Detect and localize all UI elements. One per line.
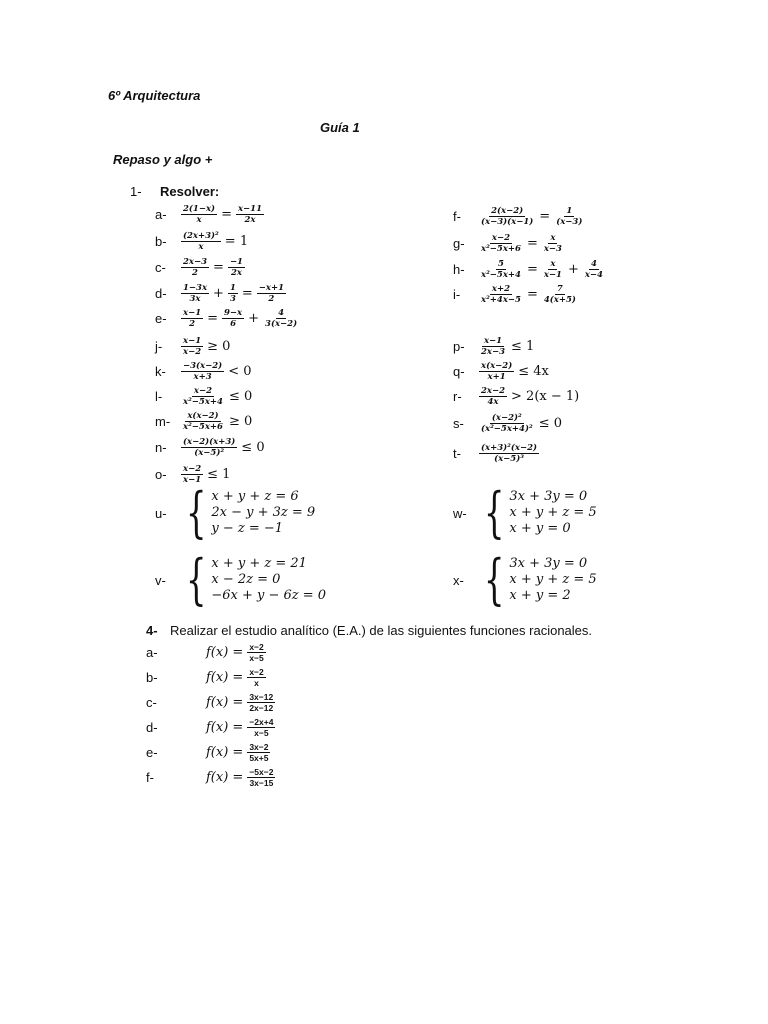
fraction	[181, 231, 221, 252]
operator: ≥ 0	[207, 338, 231, 354]
equation	[477, 259, 607, 280]
system-equation: x + y + z = 5	[509, 505, 597, 520]
equation-row	[155, 201, 266, 227]
operator: =	[241, 285, 253, 301]
fraction	[479, 336, 507, 357]
fraction	[542, 259, 564, 280]
equation-row	[453, 281, 580, 307]
numerator: x	[550, 232, 556, 243]
item-label: s-	[453, 415, 464, 431]
item-label: q-	[453, 363, 465, 379]
item-label: l-	[155, 388, 163, 404]
numerator: −2x+4	[249, 717, 274, 727]
equation	[179, 283, 288, 304]
numerator: (x−2)²	[491, 412, 522, 423]
denominator: x²+4x−5	[481, 294, 521, 305]
item-label: m-	[155, 413, 171, 429]
fraction	[479, 386, 507, 407]
equation-row	[453, 256, 607, 282]
denominator: x−2	[183, 346, 202, 357]
function-name: f(x) =	[206, 645, 244, 660]
item-label: n-	[155, 439, 167, 455]
denominator: 6	[230, 318, 237, 329]
fraction	[479, 233, 523, 254]
course-title: 6º Arquitectura	[108, 88, 201, 103]
operator: =	[526, 235, 538, 251]
denominator: 3	[229, 293, 236, 304]
equation	[477, 233, 566, 254]
denominator: 3(x−2)	[265, 318, 298, 329]
numerator: 4	[278, 307, 285, 318]
item-label: k-	[155, 363, 166, 379]
item-label: d-	[146, 720, 158, 735]
equation-row	[453, 358, 551, 384]
item-label: a-	[146, 645, 158, 660]
item-label: b-	[146, 670, 158, 685]
equation	[477, 361, 551, 382]
subtitle: Repaso y algo +	[113, 152, 213, 167]
fraction	[181, 361, 224, 382]
item-label: r-	[453, 388, 462, 404]
fraction	[257, 283, 286, 304]
item-label: c-	[155, 259, 166, 275]
operator: =	[526, 261, 538, 277]
item-label: h-	[453, 261, 465, 277]
operator: ≤ 1	[511, 338, 535, 354]
operator: > 2(x − 1)	[511, 388, 580, 404]
equation-system	[155, 481, 316, 544]
numerator: 3x−12	[249, 692, 274, 702]
fraction	[228, 283, 238, 304]
function-row	[146, 690, 277, 715]
numerator: −1	[229, 256, 243, 267]
denominator: 4(x+5)	[543, 294, 576, 305]
operator: ≤ 0	[241, 439, 265, 455]
item-label: u-	[155, 505, 167, 521]
section4-text: Realizar el estudio analítico (E.A.) de las siguientes funciones racionales.	[170, 623, 593, 638]
fraction	[236, 204, 264, 225]
item-label: x-	[453, 572, 464, 588]
function-row	[146, 640, 268, 665]
numerator: 1−3x	[183, 282, 208, 293]
fraction	[263, 308, 299, 329]
numerator: 3x−2	[249, 742, 269, 752]
denominator: 2	[189, 318, 196, 329]
system-equation: 3x + 3y = 0	[509, 489, 588, 504]
operator: ≤ 1	[207, 466, 231, 482]
item-label: g-	[453, 235, 465, 251]
fraction	[542, 233, 564, 254]
numerator: 4	[590, 258, 597, 269]
operator: =	[526, 286, 538, 302]
denominator: x²−5x+4	[183, 396, 223, 407]
numerator: x−11	[237, 203, 262, 214]
equation	[179, 437, 267, 458]
denominator: 2x	[244, 214, 256, 225]
denominator: 5x+5	[249, 753, 269, 763]
fraction	[181, 204, 217, 225]
numerator: x−2	[249, 642, 264, 652]
equation-system	[453, 481, 597, 544]
equation	[179, 336, 232, 357]
system-equation: x + y + z = 6	[211, 489, 299, 504]
fraction	[181, 283, 209, 304]
operator: =	[221, 206, 232, 222]
denominator: x²−5x+6	[481, 243, 521, 254]
equation-row	[453, 440, 541, 466]
numerator: 1	[566, 205, 573, 216]
equation	[179, 308, 301, 329]
numerator: x+2	[491, 283, 511, 294]
item-label: a-	[155, 206, 167, 222]
equation-row	[453, 333, 536, 359]
equation-row	[155, 434, 267, 460]
system-equation: 2x − y + 3z = 9	[211, 505, 316, 520]
numerator: x−1	[483, 335, 503, 346]
numerator: (x−2)(x+3)	[183, 436, 236, 447]
equation-row	[155, 254, 247, 280]
denominator: 2x−12	[249, 703, 274, 713]
numerator: 1	[229, 282, 236, 293]
item-label: p-	[453, 338, 465, 354]
equation-system	[155, 548, 327, 611]
system-equation: x + y = 2	[509, 588, 571, 603]
operator: ≥ 0	[228, 413, 253, 429]
equation-row	[155, 333, 232, 359]
system-equation: 3x + 3y = 0	[509, 556, 588, 571]
operator: = 1	[224, 233, 249, 249]
item-label: c-	[146, 695, 157, 710]
function-name: f(x) =	[206, 670, 244, 685]
system-equation: x − 2z = 0	[211, 572, 281, 587]
item-label: t-	[453, 445, 461, 461]
numerator: −x+1	[258, 282, 284, 293]
fraction	[181, 308, 203, 329]
left-brace: {	[483, 548, 505, 611]
system-lines	[509, 489, 596, 537]
equation	[179, 361, 253, 382]
fraction	[222, 308, 244, 329]
left-brace: {	[185, 481, 207, 544]
equation-row	[453, 230, 566, 256]
operator: =	[207, 310, 219, 326]
equation	[477, 413, 564, 434]
denominator: x	[198, 241, 204, 252]
equation	[179, 386, 254, 407]
fraction	[247, 667, 265, 688]
numerator: x−2	[193, 385, 213, 396]
numerator: x−1	[183, 335, 202, 346]
fraction	[247, 692, 275, 713]
equation	[477, 336, 536, 357]
equation	[477, 443, 541, 464]
equation-row	[155, 305, 301, 331]
fraction	[247, 717, 275, 738]
fraction	[247, 742, 270, 763]
denominator: x²−5x+4	[481, 269, 521, 280]
denominator: 2	[268, 293, 275, 304]
system-lines	[509, 556, 596, 604]
equation-row	[453, 383, 581, 409]
fraction	[181, 336, 203, 357]
fraction	[181, 411, 225, 432]
system-equation: −6x + y − 6z = 0	[211, 588, 327, 603]
item-label: e-	[155, 310, 167, 326]
numerator: 2(1−x)	[183, 203, 216, 214]
operator: +	[567, 261, 579, 277]
numerator: (2x+3)²	[183, 230, 219, 241]
numerator: 7	[556, 283, 563, 294]
denominator: (x−5)³	[494, 453, 524, 464]
function-row	[146, 715, 277, 740]
item-label: f-	[146, 770, 154, 785]
denominator: x−3	[543, 243, 562, 254]
item-label: v-	[155, 572, 166, 588]
denominator: x−1	[183, 474, 202, 485]
fraction	[583, 259, 605, 280]
equation-row	[155, 408, 254, 434]
item-label: f-	[453, 208, 461, 224]
numerator: 2x−2	[481, 385, 506, 396]
function-row	[146, 665, 268, 690]
fraction	[479, 259, 523, 280]
system-lines	[211, 556, 326, 604]
system-equation: x + y = 0	[509, 521, 571, 536]
numerator: x(x−2)	[187, 410, 219, 421]
operator: ≤ 0	[538, 415, 562, 431]
system-equation: x + y + z = 5	[509, 572, 597, 587]
left-brace: {	[483, 481, 505, 544]
equation-row	[453, 203, 586, 229]
denominator: 3x−15	[249, 778, 274, 788]
system-equation: y − z = −1	[211, 521, 284, 536]
equation-row	[155, 383, 254, 409]
fraction	[247, 767, 275, 788]
denominator: x²−5x+6	[183, 421, 223, 432]
numerator: −3(x−2)	[183, 360, 223, 371]
fraction	[228, 257, 245, 278]
numerator: 9−x	[224, 307, 243, 318]
equation-row	[453, 410, 564, 436]
function-row	[146, 740, 272, 765]
fraction	[554, 206, 584, 227]
numerator: x(x−2)	[481, 360, 513, 371]
denominator: x−1	[543, 269, 562, 280]
function-row	[146, 765, 277, 790]
operator: +	[248, 310, 260, 326]
section1-number: 1-	[130, 184, 142, 199]
fraction	[181, 437, 237, 458]
operator: < 0	[228, 363, 252, 379]
equation-row	[155, 228, 250, 254]
equation	[179, 411, 254, 432]
denominator: 2x−3	[481, 346, 506, 357]
item-label: i-	[453, 286, 461, 302]
denominator: (x−5)²	[194, 447, 225, 458]
equation	[179, 204, 266, 225]
denominator: x	[196, 214, 202, 225]
denominator: x+1	[487, 371, 506, 382]
fraction	[479, 443, 539, 464]
equation	[179, 231, 250, 252]
guide-title: Guía 1	[320, 120, 360, 135]
equation	[477, 206, 586, 227]
system-lines	[211, 489, 315, 537]
equation-system	[453, 548, 597, 611]
equation	[477, 284, 580, 305]
function-name: f(x) =	[206, 720, 244, 735]
denominator: 2	[192, 267, 198, 278]
operator: ≤ 4x	[518, 363, 549, 379]
numerator: x−2	[491, 232, 511, 243]
numerator: 5	[498, 258, 504, 269]
operator: =	[539, 208, 551, 224]
item-label: e-	[146, 745, 158, 760]
item-label: j-	[155, 338, 163, 354]
equation-row	[155, 280, 288, 306]
fraction	[479, 206, 535, 227]
numerator: 2(x−2)	[491, 205, 524, 216]
numerator: x−2	[183, 463, 202, 474]
denominator: (x²−5x+4)²	[481, 423, 533, 434]
denominator: 3x	[189, 293, 201, 304]
equation	[477, 386, 581, 407]
denominator: x+3	[193, 371, 212, 382]
numerator: x−1	[183, 307, 202, 318]
denominator: x	[254, 678, 259, 688]
denominator: x−5	[249, 653, 264, 663]
fraction	[479, 361, 514, 382]
item-label: d-	[155, 285, 167, 301]
denominator: (x−3)(x−1)	[481, 216, 534, 227]
denominator: x−4	[584, 269, 603, 280]
numerator: x−2	[249, 667, 264, 677]
fraction	[247, 642, 265, 663]
numerator: −5x−2	[249, 767, 274, 777]
numerator: 2x−3	[183, 256, 208, 267]
denominator: (x−3)	[556, 216, 583, 227]
numerator: (x+3)²(x−2)	[481, 442, 538, 453]
system-equation: x + y + z = 21	[211, 556, 307, 571]
denominator: 4x	[487, 396, 499, 407]
fraction	[542, 284, 578, 305]
operator: =	[213, 259, 224, 275]
left-brace: {	[185, 548, 207, 611]
numerator: x	[550, 258, 556, 269]
item-label: w-	[453, 505, 467, 521]
operator: ≤ 0	[228, 388, 253, 404]
operator: +	[213, 285, 224, 301]
function-name: f(x) =	[206, 695, 244, 710]
denominator: 2x	[230, 267, 242, 278]
equation	[179, 257, 247, 278]
fraction	[181, 257, 209, 278]
fraction	[479, 413, 535, 434]
fraction	[479, 284, 523, 305]
function-name: f(x) =	[206, 770, 244, 785]
section1-title: Resolver:	[160, 184, 220, 199]
fraction	[181, 386, 225, 407]
equation-row	[155, 358, 253, 384]
item-label: b-	[155, 233, 167, 249]
item-label: o-	[155, 466, 167, 482]
section4-number: 4-	[146, 623, 158, 638]
denominator: x−5	[254, 728, 269, 738]
function-name: f(x) =	[206, 745, 244, 760]
